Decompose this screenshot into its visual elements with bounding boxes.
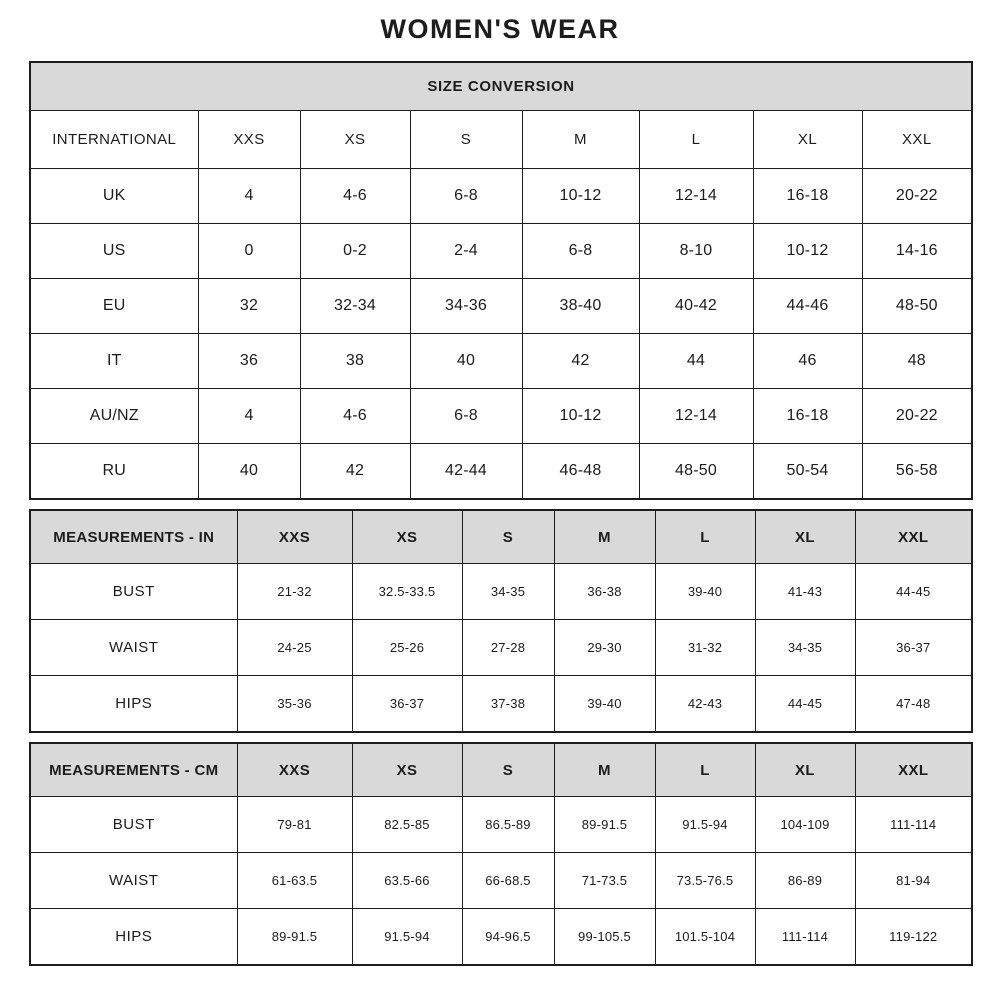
column-header-xl: XL: [755, 510, 855, 564]
column-header-l: L: [655, 510, 755, 564]
cell: 56-58: [862, 444, 972, 500]
cell: 44-46: [753, 279, 862, 334]
table-row-ru: [30, 444, 972, 500]
row-label: BUST: [30, 797, 237, 853]
column-header-s: S: [462, 510, 554, 564]
cell: 89-91.5: [554, 797, 655, 853]
cell: 0: [198, 224, 300, 279]
cell: 32: [198, 279, 300, 334]
column-header-s: S: [462, 743, 554, 797]
column-header-m: M: [554, 743, 655, 797]
cell: 38: [300, 334, 410, 389]
cell: 111-114: [855, 797, 972, 853]
measurements-in-table: [29, 509, 973, 733]
table-row-bust: [30, 564, 972, 620]
cell: 101.5-104: [655, 909, 755, 966]
cell: 37-38: [462, 676, 554, 733]
cell: 2-4: [410, 224, 522, 279]
table-header-row: [30, 743, 972, 797]
cell: 91.5-94: [352, 909, 462, 966]
cell: 12-14: [639, 389, 753, 444]
size-conversion-title: SIZE CONVERSION: [30, 62, 972, 111]
cell: 39-40: [655, 564, 755, 620]
cell: 71-73.5: [554, 853, 655, 909]
cell: 99-105.5: [554, 909, 655, 966]
cell: 38-40: [522, 279, 639, 334]
cell: 27-28: [462, 620, 554, 676]
table-caption-row: [30, 62, 972, 111]
cell: 34-36: [410, 279, 522, 334]
cell: 46-48: [522, 444, 639, 500]
cell: 36: [198, 334, 300, 389]
cell: 10-12: [522, 389, 639, 444]
cell: 104-109: [755, 797, 855, 853]
column-header-m: M: [522, 111, 639, 169]
measurements-in-title: MEASUREMENTS - IN: [30, 510, 237, 564]
cell: 40: [410, 334, 522, 389]
cell: 32.5-33.5: [352, 564, 462, 620]
cell: 16-18: [753, 169, 862, 224]
cell: 47-48: [855, 676, 972, 733]
cell: 36-37: [352, 676, 462, 733]
cell: 40-42: [639, 279, 753, 334]
cell: 39-40: [554, 676, 655, 733]
cell: 6-8: [410, 169, 522, 224]
cell: 0-2: [300, 224, 410, 279]
row-label: IT: [30, 334, 198, 389]
row-label: BUST: [30, 564, 237, 620]
table-header-row: [30, 111, 972, 169]
cell: 12-14: [639, 169, 753, 224]
table-row-it: [30, 334, 972, 389]
column-header-xl: XL: [755, 743, 855, 797]
cell: 36-38: [554, 564, 655, 620]
cell: 46: [753, 334, 862, 389]
cell: 32-34: [300, 279, 410, 334]
cell: 8-10: [639, 224, 753, 279]
column-header-xxs: XXS: [198, 111, 300, 169]
cell: 31-32: [655, 620, 755, 676]
cell: 81-94: [855, 853, 972, 909]
cell: 50-54: [753, 444, 862, 500]
cell: 119-122: [855, 909, 972, 966]
cell: 21-32: [237, 564, 352, 620]
cell: 6-8: [522, 224, 639, 279]
table-header-row: [30, 510, 972, 564]
row-label: RU: [30, 444, 198, 500]
column-header-s: S: [410, 111, 522, 169]
cell: 89-91.5: [237, 909, 352, 966]
cell: 34-35: [462, 564, 554, 620]
cell: 94-96.5: [462, 909, 554, 966]
cell: 10-12: [522, 169, 639, 224]
table-row-aunz: [30, 389, 972, 444]
column-header-m: M: [554, 510, 655, 564]
cell: 63.5-66: [352, 853, 462, 909]
cell: 66-68.5: [462, 853, 554, 909]
cell: 10-12: [753, 224, 862, 279]
cell: 48-50: [862, 279, 972, 334]
cell: 25-26: [352, 620, 462, 676]
cell: 44-45: [855, 564, 972, 620]
row-label: UK: [30, 169, 198, 224]
cell: 44: [639, 334, 753, 389]
column-header-l: L: [655, 743, 755, 797]
column-header-xs: XS: [352, 743, 462, 797]
table-row-hips: [30, 909, 972, 966]
cell: 29-30: [554, 620, 655, 676]
cell: 24-25: [237, 620, 352, 676]
table-row-us: [30, 224, 972, 279]
cell: 91.5-94: [655, 797, 755, 853]
size-chart-page: [29, 0, 971, 966]
cell: 48-50: [639, 444, 753, 500]
table-row-uk: [30, 169, 972, 224]
table-row-waist: [30, 853, 972, 909]
cell: 48: [862, 334, 972, 389]
column-header-xl: XL: [753, 111, 862, 169]
measurements-cm-title: MEASUREMENTS - CM: [30, 743, 237, 797]
cell: 4: [198, 389, 300, 444]
cell: 4-6: [300, 169, 410, 224]
column-header-xxs: XXS: [237, 510, 352, 564]
cell: 42-43: [655, 676, 755, 733]
row-label: EU: [30, 279, 198, 334]
cell: 36-37: [855, 620, 972, 676]
cell: 86.5-89: [462, 797, 554, 853]
column-header-xxl: XXL: [862, 111, 972, 169]
row-label: HIPS: [30, 909, 237, 966]
table-row-eu: [30, 279, 972, 334]
row-label: US: [30, 224, 198, 279]
cell: 82.5-85: [352, 797, 462, 853]
page-title: WOMEN'S WEAR: [380, 14, 620, 44]
cell: 20-22: [862, 169, 972, 224]
cell: 61-63.5: [237, 853, 352, 909]
cell: 14-16: [862, 224, 972, 279]
column-header-international: INTERNATIONAL: [30, 111, 198, 169]
cell: 16-18: [753, 389, 862, 444]
cell: 41-43: [755, 564, 855, 620]
size-conversion-table: [29, 61, 973, 500]
measurements-cm-table: [29, 742, 973, 966]
cell: 42: [522, 334, 639, 389]
column-header-xxs: XXS: [237, 743, 352, 797]
table-row-waist: [30, 620, 972, 676]
cell: 6-8: [410, 389, 522, 444]
column-header-xs: XS: [352, 510, 462, 564]
cell: 35-36: [237, 676, 352, 733]
column-header-l: L: [639, 111, 753, 169]
cell: 42-44: [410, 444, 522, 500]
cell: 111-114: [755, 909, 855, 966]
cell: 42: [300, 444, 410, 500]
table-row-bust: [30, 797, 972, 853]
column-header-xs: XS: [300, 111, 410, 169]
row-label: WAIST: [30, 853, 237, 909]
column-header-xxl: XXL: [855, 510, 972, 564]
cell: 86-89: [755, 853, 855, 909]
column-header-xxl: XXL: [855, 743, 972, 797]
cell: 20-22: [862, 389, 972, 444]
cell: 79-81: [237, 797, 352, 853]
table-row-hips: [30, 676, 972, 733]
row-label: AU/NZ: [30, 389, 198, 444]
row-label: HIPS: [30, 676, 237, 733]
cell: 34-35: [755, 620, 855, 676]
cell: 4: [198, 169, 300, 224]
cell: 44-45: [755, 676, 855, 733]
cell: 73.5-76.5: [655, 853, 755, 909]
cell: 4-6: [300, 389, 410, 444]
row-label: WAIST: [30, 620, 237, 676]
cell: 40: [198, 444, 300, 500]
